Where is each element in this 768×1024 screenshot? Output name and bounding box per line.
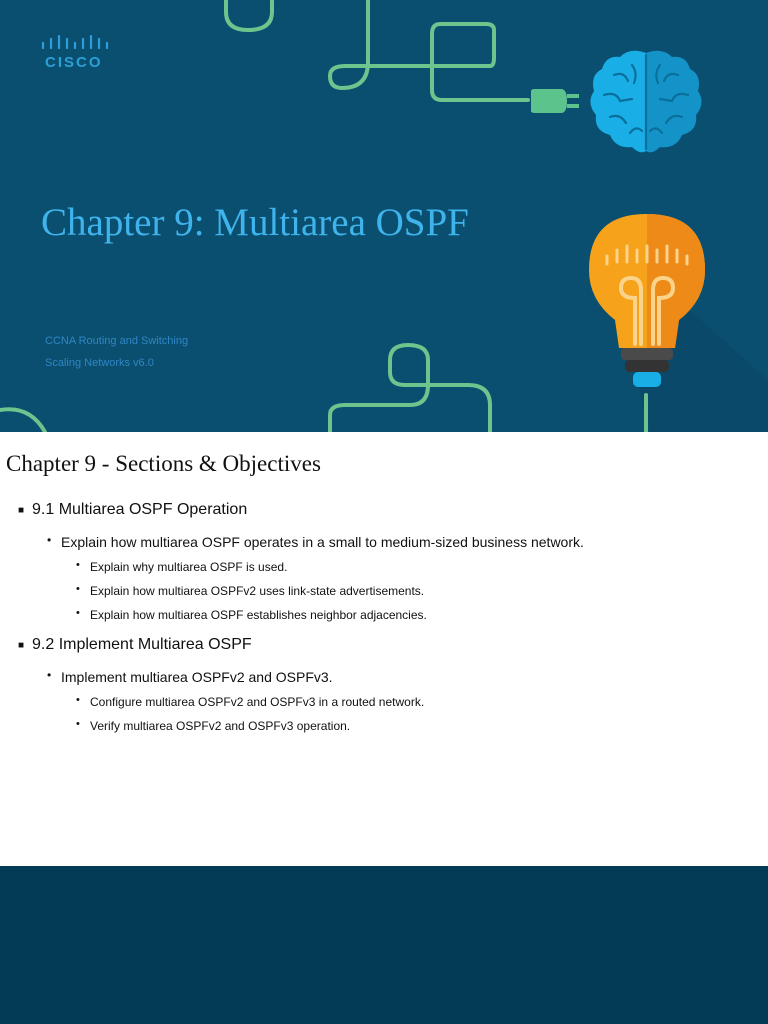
plug-icon [527, 85, 583, 117]
detail-item: Explain how multiarea OSPF establishes neighbor adjacencies. [90, 608, 427, 622]
objectives-slide [0, 432, 768, 866]
course-name: CCNA Routing and Switching [45, 335, 189, 347]
title-slide [0, 0, 768, 432]
detail-item: Explain why multiarea OSPF is used. [90, 560, 288, 574]
course-version: Scaling Networks v6.0 [45, 357, 154, 369]
next-slide-preview [0, 866, 768, 1024]
cisco-logo-icon [40, 33, 110, 73]
section-heading: 9.2 Implement Multiarea OSPF [32, 636, 252, 653]
bullet-icon: • [76, 559, 80, 571]
brain-icon [586, 45, 706, 157]
square-bullet-icon: ■ [18, 505, 25, 516]
bullet-icon: • [47, 533, 52, 547]
bullet-icon: • [76, 694, 80, 706]
bullet-icon: • [76, 583, 80, 595]
detail-item: Explain how multiarea OSPFv2 uses link-state advertisements. [90, 584, 425, 598]
logo-text: CISCO [45, 54, 103, 71]
slide-title: Chapter 9: Multiarea OSPF [41, 201, 469, 244]
lightbulb-icon [585, 212, 709, 392]
bullet-icon: • [47, 668, 52, 682]
section-objective: Implement multiarea OSPFv2 and OSPFv3. [61, 669, 333, 685]
bullet-icon: • [76, 718, 80, 730]
detail-item: Verify multiarea OSPFv2 and OSPFv3 operation. [90, 719, 351, 733]
section-objective: Explain how multiarea OSPF operates in a small to medium-sized business network. [61, 534, 584, 550]
bullet-icon: • [76, 607, 80, 619]
section-heading: 9.1 Multiarea OSPF Operation [32, 501, 248, 518]
square-bullet-icon: ■ [18, 640, 25, 651]
detail-item: Configure multiarea OSPFv2 and OSPFv3 in a routed network. [90, 695, 425, 709]
objectives-title: Chapter 9 - Sections & Objectives [6, 451, 321, 476]
